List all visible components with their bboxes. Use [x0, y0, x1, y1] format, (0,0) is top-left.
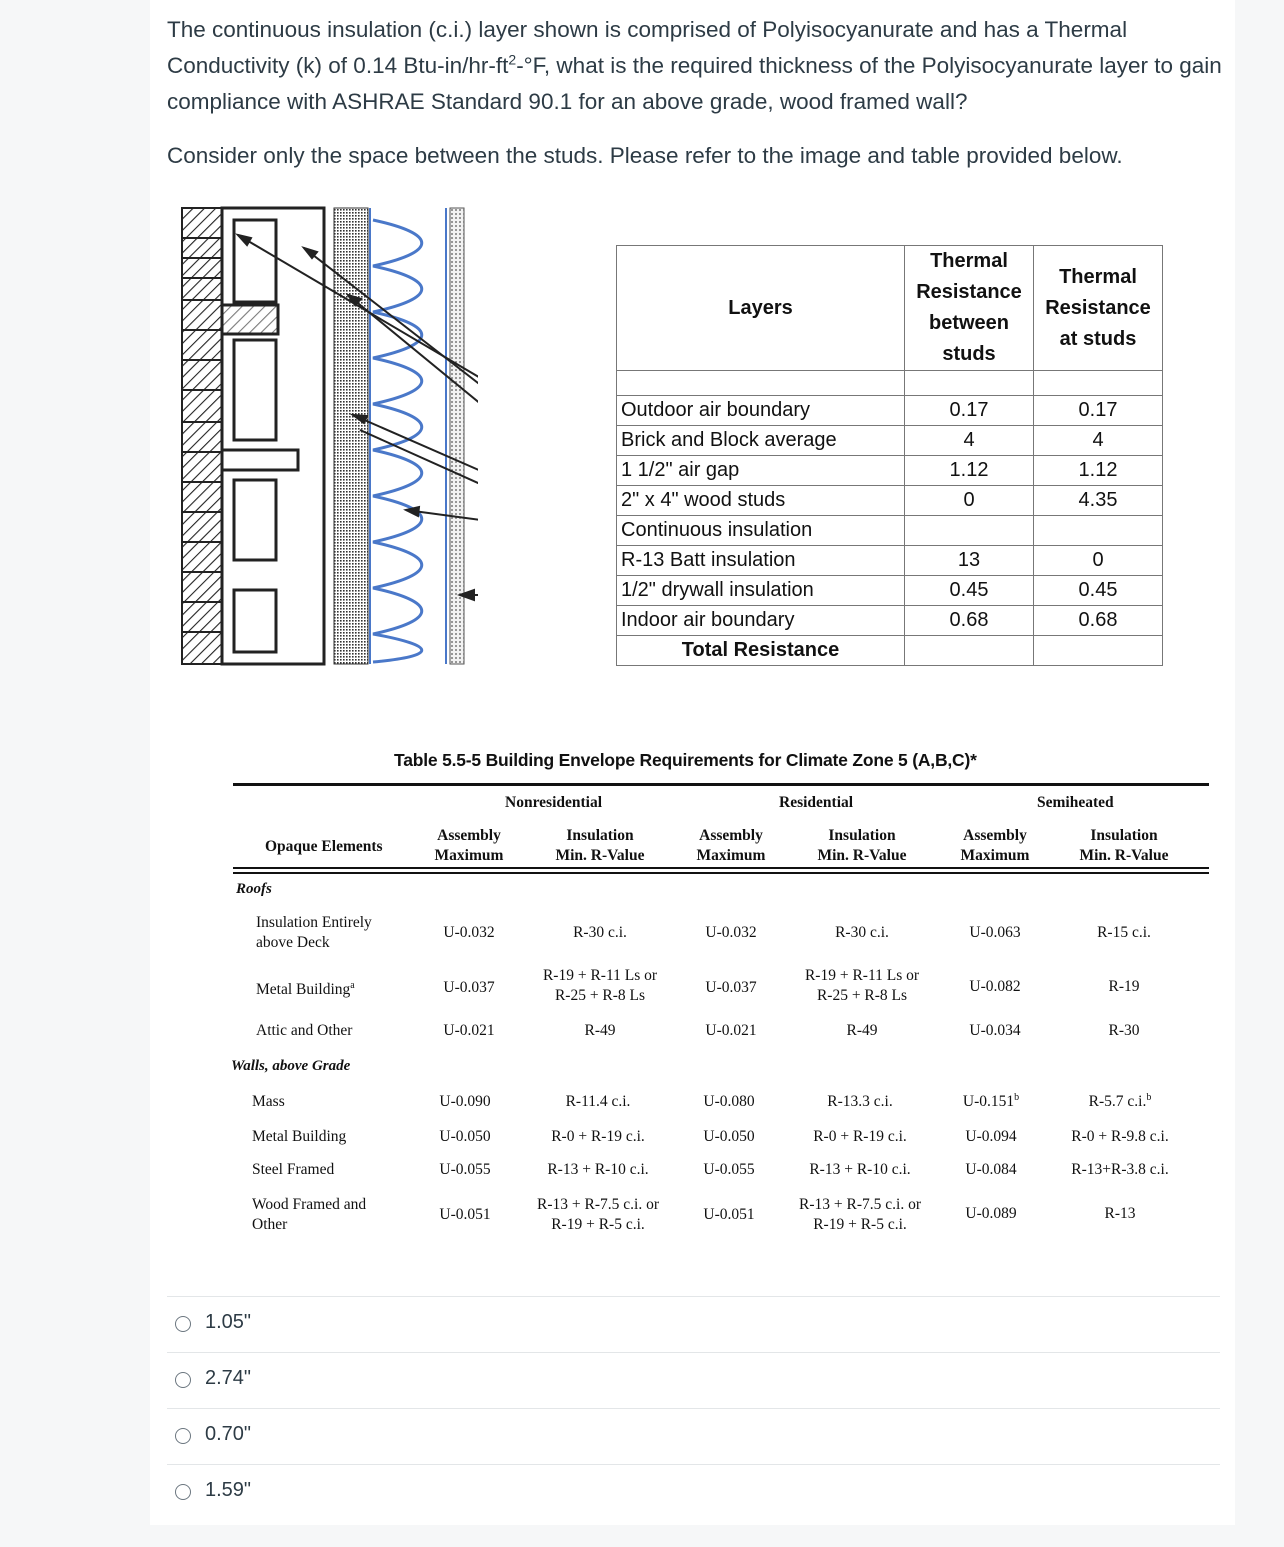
group-residential: Residential	[779, 794, 854, 811]
brick-layer	[182, 208, 222, 664]
row-metal-building-roof-label: Metal Building$^a$	[256, 979, 355, 998]
col-insulation-min-semi: Insulation Min. R-Value	[1079, 827, 1169, 864]
table-row: Indoor air boundary 0.68 0.68	[617, 606, 1163, 636]
section-roofs: Roofs	[236, 881, 272, 897]
radio-button[interactable]	[175, 1484, 191, 1500]
row-metal-building-wall-label: Metal Building	[252, 1128, 347, 1145]
row-insulation-above-deck-label: Insulation Entirely above Deck	[256, 914, 372, 951]
table-row: 1 1/2" air gap 1.12 1.12	[617, 456, 1163, 486]
col-insulation-min-res: Insulation Min. R-Value	[817, 827, 907, 864]
answer-option[interactable]	[167, 1464, 1220, 1520]
answer-label[interactable]: 1.05"	[205, 1311, 252, 1333]
question-text	[167, 12, 1227, 192]
answer-option[interactable]	[167, 1408, 1220, 1464]
table-row: 2" x 4" wood studs 0 4.35	[617, 486, 1163, 516]
ashrae-table: Nonresidential Residential Semiheated Opaque Elements Assembly Maximum Insulation Min. R-Value Assembly Maximum Insulation Min. R-Value Assembly Maximum Insulation Min. R-Value Roofs Walls, above Grade Insulation Entirely above Deck U-0.032 R-30 c.i. U-0.032 R-30 c.i. U-0.063 R-15 c.i. Metal Building$^a$ U-0.037 R-19 + R-11 Ls or R-25 + R-8 Ls U-0.037 R-19 + R-11 Ls or R-25 + R-8 Ls U-0.082 R-19 Attic and Other U-0.021 R-49 U-0.021 R-49 U-0.034 R-30 Mass U-0.090 R-11.4 c.i. U-0.080 R-13.3 c.i. U-0.151$^b$ R-5.7 c.i.$^b$ Metal Building U-0.050 R-0 + R-19 c.i. U-0.050 R-0 + R-19 c.i. U-0.094 R-0 + R-9.8 c.i. Steel Framed U-0.055 R-13 + R-10 c.i. U-0.055 R-13 + R-10 c.i. U-0.084 R-13+R-3.8 c.i. Wood Framed and Other U-0.051 R-13 + R-7.5 c.i. or R-19 + R-5 c.i. U-0.051 R-13 + R-7.5 c.i. or R-19 + R-5 c.i. U-0.089 R-13	[233, 783, 1209, 1243]
question-paragraph-2: Consider only the space between the studs. Please refer to the image and table provided below.	[167, 143, 1123, 168]
col-insulation-min-nonres: Insulation Min. R-Value	[555, 827, 645, 864]
answer-option[interactable]	[167, 1296, 1220, 1352]
radio-button[interactable]	[175, 1372, 191, 1388]
question-paragraph-1: The continuous insulation (c.i.) layer shown is comprised of Polyisocyanurate and has a Thermal Conductivity (k) of 0.14 Btu-$in/hr-ft^2-^\circ F$, what is the required thickness of the Polyisocyanurate layer to gain compliance with ASHRAE Standard 90.1 for an above grade, wood framed wall?	[167, 17, 1222, 114]
section-walls-above-grade: Walls, above Grade	[231, 1058, 351, 1074]
col-at-studs: Thermal Resistance at studs	[1034, 246, 1163, 371]
table-row: 1/2" drywall insulation 0.45 0.45	[617, 576, 1163, 606]
group-nonresidential: Nonresidential	[505, 794, 603, 811]
col-layers: Layers	[617, 246, 905, 371]
col-between-studs: Thermal Resistance between studs	[905, 246, 1034, 371]
answer-label[interactable]: 1.59"	[205, 1479, 252, 1501]
ashrae-table-title: Table 5.5-5 Building Envelope Requirements for Climate Zone 5 (A,B,C)*	[394, 750, 977, 770]
col-assembly-max-res: Assembly Maximum	[696, 827, 766, 864]
table-row: Continuous insulation	[617, 516, 1163, 546]
total-resistance-row: Total Resistance	[617, 636, 1163, 666]
answer-label[interactable]: 2.74"	[205, 1367, 252, 1389]
col-opaque-elements: Opaque Elements	[265, 838, 383, 855]
answer-option[interactable]	[167, 1352, 1220, 1408]
row-wood-framed-label: Wood Framed and Other	[252, 1196, 367, 1233]
radio-button[interactable]	[175, 1316, 191, 1332]
table-row: Brick and Block average 4 4	[617, 426, 1163, 456]
wall-section-diagram	[178, 200, 478, 670]
group-semiheated: Semiheated	[1037, 794, 1114, 811]
thermal-resistance-table	[616, 245, 1163, 666]
answer-label[interactable]: 0.70"	[205, 1423, 252, 1445]
answer-options	[167, 1296, 1220, 1520]
col-assembly-max-semi: Assembly Maximum	[960, 827, 1030, 864]
radio-button[interactable]	[175, 1428, 191, 1444]
row-attic-and-other-label: Attic and Other	[256, 1022, 353, 1039]
row-steel-framed-label: Steel Framed	[252, 1161, 335, 1178]
row-mass-label: Mass	[252, 1093, 285, 1110]
col-assembly-max-nonres: Assembly Maximum	[434, 827, 504, 864]
table-row: R-13 Batt insulation 13 0	[617, 546, 1163, 576]
table-row: Outdoor air boundary 0.17 0.17	[617, 396, 1163, 426]
